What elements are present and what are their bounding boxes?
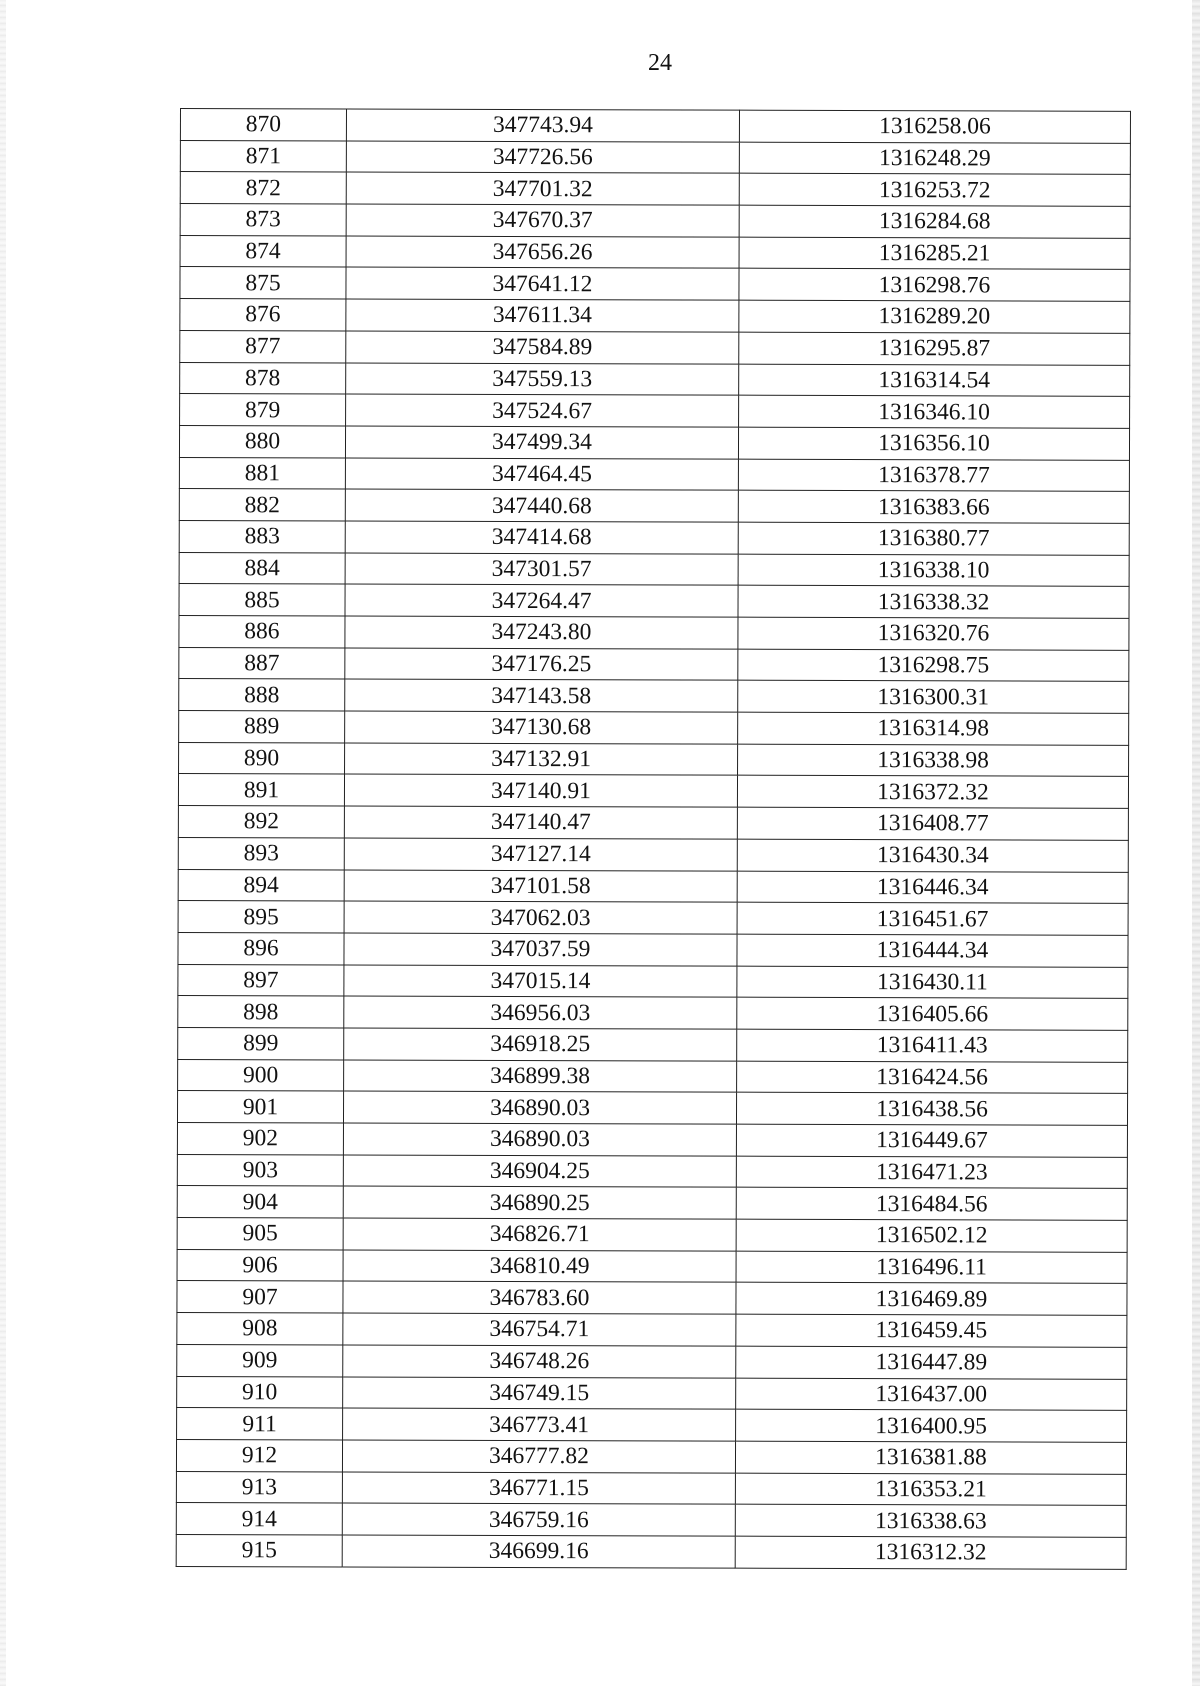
y-coordinate-cell: 1316298.75 (738, 649, 1129, 682)
y-coordinate-cell: 1316446.34 (737, 871, 1128, 904)
y-coordinate-cell: 1316248.29 (739, 142, 1130, 175)
table-row (176, 1534, 1126, 1569)
point-number-cell: 893 (178, 837, 344, 869)
point-number-cell: 884 (179, 552, 345, 584)
table-row (178, 774, 1128, 809)
table-row (177, 1091, 1127, 1126)
table-row (176, 1471, 1126, 1506)
table-row (177, 1218, 1127, 1253)
y-coordinate-cell: 1316346.10 (739, 395, 1130, 428)
table-row (180, 109, 1130, 144)
x-coordinate-cell: 347127.14 (344, 838, 737, 871)
point-number-cell: 877 (180, 330, 346, 362)
table-row (177, 1249, 1127, 1284)
y-coordinate-cell: 1316383.66 (738, 490, 1129, 523)
table-row (179, 679, 1129, 714)
x-coordinate-cell: 346759.16 (342, 1503, 735, 1536)
table-row (177, 1186, 1127, 1221)
point-number-cell: 873 (180, 204, 346, 236)
point-number-cell: 898 (178, 996, 344, 1028)
point-number-cell: 874 (180, 235, 346, 267)
y-coordinate-cell: 1316356.10 (738, 427, 1129, 460)
point-number-cell: 875 (180, 267, 346, 299)
point-number-cell: 870 (180, 109, 346, 141)
point-number-cell: 907 (177, 1281, 343, 1313)
point-number-cell: 881 (179, 457, 345, 489)
y-coordinate-cell: 1316338.63 (735, 1504, 1126, 1537)
point-number-cell: 914 (176, 1503, 342, 1535)
table-row (177, 1313, 1127, 1348)
point-number-cell: 903 (177, 1154, 343, 1186)
point-number-cell: 879 (180, 394, 346, 426)
y-coordinate-cell: 1316295.87 (739, 332, 1130, 365)
x-coordinate-cell: 347140.47 (344, 806, 737, 839)
x-coordinate-cell: 347670.37 (346, 204, 739, 237)
coordinate-table-body (176, 109, 1130, 1569)
y-coordinate-cell: 1316300.31 (738, 681, 1129, 714)
point-number-cell: 910 (177, 1376, 343, 1408)
point-number-cell: 904 (177, 1186, 343, 1218)
y-coordinate-cell: 1316469.89 (736, 1283, 1127, 1316)
x-coordinate-cell: 346749.15 (343, 1376, 736, 1409)
point-number-cell: 882 (179, 489, 345, 521)
point-number-cell: 908 (177, 1313, 343, 1345)
x-coordinate-cell: 347743.94 (346, 109, 739, 142)
point-number-cell: 901 (177, 1091, 343, 1123)
table-row (180, 172, 1130, 207)
x-coordinate-cell: 346956.03 (344, 996, 737, 1029)
x-coordinate-cell: 346890.25 (343, 1186, 736, 1219)
x-coordinate-cell: 347656.26 (346, 236, 739, 269)
y-coordinate-cell: 1316438.56 (736, 1092, 1127, 1125)
table-row (179, 552, 1129, 587)
x-coordinate-cell: 347062.03 (344, 901, 737, 934)
x-coordinate-cell: 347726.56 (346, 141, 739, 174)
table-row (180, 235, 1130, 270)
point-number-cell: 902 (177, 1122, 343, 1154)
point-number-cell: 900 (178, 1059, 344, 1091)
table-row (179, 615, 1129, 650)
point-number-cell: 890 (179, 742, 345, 774)
x-coordinate-cell: 347101.58 (344, 869, 737, 902)
point-number-cell: 897 (178, 964, 344, 996)
y-coordinate-cell: 1316424.56 (737, 1061, 1128, 1094)
point-number-cell: 909 (177, 1344, 343, 1376)
table-row (180, 140, 1130, 175)
x-coordinate-cell: 347499.34 (345, 426, 738, 459)
y-coordinate-cell: 1316378.77 (738, 459, 1129, 492)
table-row (177, 1408, 1127, 1443)
y-coordinate-cell: 1316320.76 (738, 617, 1129, 650)
table-row (177, 1122, 1127, 1157)
x-coordinate-cell: 346771.15 (342, 1472, 735, 1505)
y-coordinate-cell: 1316405.66 (737, 997, 1128, 1030)
point-number-cell: 912 (176, 1439, 342, 1471)
x-coordinate-cell: 346918.25 (344, 1028, 737, 1061)
y-coordinate-cell: 1316298.76 (739, 269, 1130, 302)
table-row (180, 362, 1130, 397)
point-number-cell: 896 (178, 932, 344, 964)
x-coordinate-cell: 347130.68 (345, 711, 738, 744)
point-number-cell: 888 (179, 679, 345, 711)
y-coordinate-cell: 1316451.67 (737, 902, 1128, 935)
table-row (178, 901, 1128, 936)
table-row (179, 425, 1129, 460)
table-row (179, 742, 1129, 777)
x-coordinate-cell: 347559.13 (346, 362, 739, 395)
point-number-cell: 872 (180, 172, 346, 204)
y-coordinate-cell: 1316338.98 (738, 744, 1129, 777)
table-row (179, 489, 1129, 524)
point-number-cell: 878 (180, 362, 346, 394)
x-coordinate-cell: 347015.14 (344, 965, 737, 998)
x-coordinate-cell: 346904.25 (343, 1155, 736, 1188)
x-coordinate-cell: 346783.60 (343, 1281, 736, 1314)
y-coordinate-cell: 1316372.32 (737, 776, 1128, 809)
table-row (180, 394, 1130, 429)
table-row (179, 457, 1129, 492)
y-coordinate-cell: 1316430.34 (737, 839, 1128, 872)
y-coordinate-cell: 1316408.77 (737, 807, 1128, 840)
point-number-cell: 905 (177, 1218, 343, 1250)
table-row (179, 520, 1129, 555)
point-number-cell: 894 (178, 869, 344, 901)
table-row (176, 1503, 1126, 1538)
y-coordinate-cell: 1316258.06 (739, 110, 1130, 143)
x-coordinate-cell: 347037.59 (344, 933, 737, 966)
y-coordinate-cell: 1316447.89 (736, 1346, 1127, 1379)
point-number-cell: 876 (180, 299, 346, 331)
point-number-cell: 871 (180, 140, 346, 172)
y-coordinate-cell: 1316381.88 (735, 1441, 1126, 1474)
table-row (178, 806, 1128, 841)
y-coordinate-cell: 1316380.77 (738, 522, 1129, 555)
y-coordinate-cell: 1316484.56 (736, 1188, 1127, 1221)
y-coordinate-cell: 1316353.21 (735, 1473, 1126, 1506)
x-coordinate-cell: 347243.80 (345, 616, 738, 649)
point-number-cell: 899 (178, 1027, 344, 1059)
table-row (180, 267, 1130, 302)
y-coordinate-cell: 1316338.10 (738, 554, 1129, 587)
x-coordinate-cell: 347140.91 (344, 774, 737, 807)
table-row (178, 996, 1128, 1031)
point-number-cell: 880 (179, 425, 345, 457)
table-row (177, 1376, 1127, 1411)
x-coordinate-cell: 347264.47 (345, 584, 738, 617)
x-coordinate-cell: 347176.25 (345, 648, 738, 681)
x-coordinate-cell: 346810.49 (343, 1250, 736, 1283)
y-coordinate-cell: 1316444.34 (737, 934, 1128, 967)
y-coordinate-cell: 1316459.45 (736, 1314, 1127, 1347)
point-number-cell: 895 (178, 901, 344, 933)
x-coordinate-cell: 346826.71 (343, 1218, 736, 1251)
point-number-cell: 889 (179, 711, 345, 743)
y-coordinate-cell: 1316314.54 (739, 364, 1130, 397)
y-coordinate-cell: 1316411.43 (737, 1029, 1128, 1062)
y-coordinate-cell: 1316253.72 (739, 174, 1130, 207)
point-number-cell: 906 (177, 1249, 343, 1281)
table-row (180, 330, 1130, 365)
y-coordinate-cell: 1316285.21 (739, 237, 1130, 270)
point-number-cell: 885 (179, 584, 345, 616)
y-coordinate-cell: 1316471.23 (736, 1156, 1127, 1189)
table-row (178, 1027, 1128, 1062)
x-coordinate-cell: 347611.34 (346, 299, 739, 332)
x-coordinate-cell: 346777.82 (342, 1440, 735, 1473)
scan-edge-left (0, 0, 6, 1686)
x-coordinate-cell: 347301.57 (345, 553, 738, 586)
y-coordinate-cell: 1316284.68 (739, 205, 1130, 238)
x-coordinate-cell: 347641.12 (346, 267, 739, 300)
y-coordinate-cell: 1316430.11 (737, 966, 1128, 999)
point-number-cell: 887 (179, 647, 345, 679)
x-coordinate-cell: 347584.89 (346, 331, 739, 364)
y-coordinate-cell: 1316437.00 (736, 1378, 1127, 1411)
x-coordinate-cell: 347143.58 (345, 679, 738, 712)
table-row (179, 584, 1129, 619)
table-row (176, 1439, 1126, 1474)
y-coordinate-cell: 1316338.32 (738, 585, 1129, 618)
table-row (179, 711, 1129, 746)
x-coordinate-cell: 347132.91 (345, 743, 738, 776)
table-row (180, 299, 1130, 334)
x-coordinate-cell: 347464.45 (345, 458, 738, 491)
coordinate-table (176, 108, 1131, 1569)
x-coordinate-cell: 347524.67 (346, 394, 739, 427)
y-coordinate-cell: 1316314.98 (738, 712, 1129, 745)
table-row (178, 932, 1128, 967)
x-coordinate-cell: 346773.41 (343, 1408, 736, 1441)
y-coordinate-cell: 1316400.95 (736, 1409, 1127, 1442)
point-number-cell: 883 (179, 520, 345, 552)
table-row (177, 1154, 1127, 1189)
x-coordinate-cell: 346748.26 (343, 1345, 736, 1378)
table-row (177, 1281, 1127, 1316)
table-row (179, 647, 1129, 682)
y-coordinate-cell: 1316312.32 (735, 1536, 1126, 1569)
point-number-cell: 892 (178, 806, 344, 838)
point-number-cell: 913 (176, 1471, 342, 1503)
x-coordinate-cell: 346899.38 (344, 1060, 737, 1093)
table-row (178, 1059, 1128, 1094)
y-coordinate-cell: 1316502.12 (736, 1219, 1127, 1252)
table-row (180, 204, 1130, 239)
x-coordinate-cell: 347701.32 (346, 172, 739, 205)
table-row (178, 837, 1128, 872)
x-coordinate-cell: 346699.16 (342, 1535, 735, 1568)
point-number-cell: 891 (178, 774, 344, 806)
page-number: 24 (648, 50, 672, 76)
y-coordinate-cell: 1316289.20 (739, 300, 1130, 333)
x-coordinate-cell: 347440.68 (345, 489, 738, 522)
x-coordinate-cell: 346890.03 (343, 1123, 736, 1156)
x-coordinate-cell: 346754.71 (343, 1313, 736, 1346)
y-coordinate-cell: 1316449.67 (736, 1124, 1127, 1157)
point-number-cell: 911 (177, 1408, 343, 1440)
table-row (178, 869, 1128, 904)
y-coordinate-cell: 1316496.11 (736, 1251, 1127, 1284)
point-number-cell: 915 (176, 1534, 342, 1566)
table-row (177, 1344, 1127, 1379)
x-coordinate-cell: 347414.68 (345, 521, 738, 554)
point-number-cell: 886 (179, 615, 345, 647)
scan-edge-right (1192, 0, 1200, 1686)
table-row (178, 964, 1128, 999)
x-coordinate-cell: 346890.03 (343, 1091, 736, 1124)
